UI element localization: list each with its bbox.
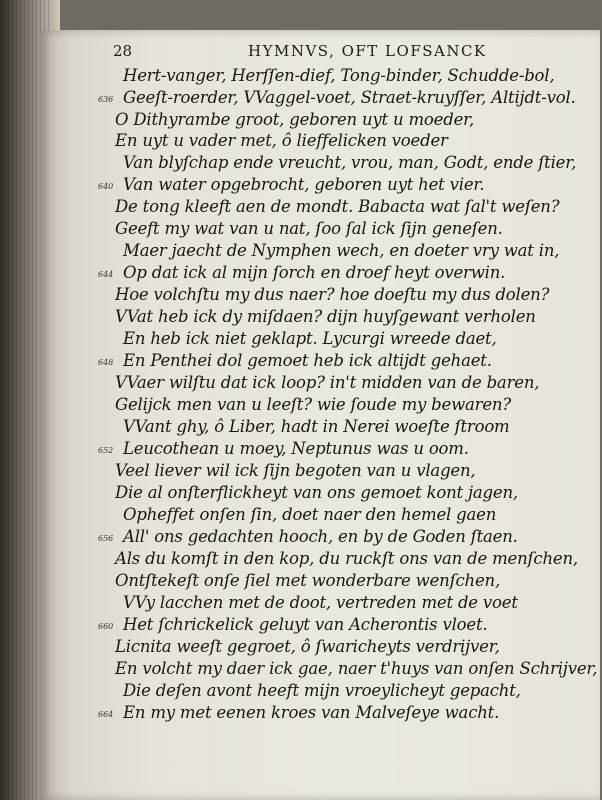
verse-line: Die deſen avont heeft mijn vroeylicheyt gepacht, — [123, 681, 521, 700]
verse-line: VVant ghy, ô Liber, hadt in Nerei woeſte ſtroom — [123, 417, 510, 436]
line-number: 640 — [98, 182, 114, 191]
verse-line: Geeſt-roerder, VVaggel-voet, Straet-kruyſſer, Altijdt-vol. — [123, 88, 576, 107]
verse-line: Licnita weeſt gegroet, ô ſwaricheyts verdrijver, — [115, 637, 500, 656]
line-number: 664 — [98, 710, 114, 719]
verse-line: De tong kleeft aen de mondt. Babacta wat ſal't weſen? — [115, 197, 560, 216]
line-number: 636 — [98, 95, 114, 104]
verse-line: En volcht my daer ick gae, naer t'huys van onſen Schrijver, — [115, 659, 598, 678]
verse-line: Ontſtekeſt onſe ſiel met wonderbare wenſchen, — [115, 571, 500, 590]
verse-line: En heb ick niet geklapt. Lycurgi wreede daet, — [123, 329, 497, 348]
line-number: 660 — [98, 622, 114, 631]
book-page — [40, 30, 600, 800]
verse-line: Die al onſterflickheyt van ons gemoet kont jagen, — [115, 483, 518, 502]
verse-line: All' ons gedachten hooch, en by de Goden ſtaen. — [123, 527, 518, 546]
verse-line: Veel liever wil ick ſijn begoten van u vlagen, — [115, 461, 476, 480]
verse-line: Van water opgebrocht, geboren uyt het vier. — [123, 175, 485, 194]
verse-line: Leucothean u moey, Neptunus was u oom. — [123, 439, 469, 458]
verse-line: Geeft my wat van u nat, ſoo ſal ick ſijn geneſen. — [115, 219, 503, 238]
page-number: 28 — [113, 42, 133, 60]
verse-line: O Dithyrambe groot, geboren uyt u moeder, — [115, 110, 475, 129]
verse-line: Als du komſt in den kop, du ruckſt ons van de menſchen, — [115, 549, 578, 568]
verse-line: Maer jaecht de Nymphen wech, en doeter vry wat in, — [123, 241, 560, 260]
verse-line: Gelijck men van u leeſt? wie ſoude my bewaren? — [115, 395, 511, 414]
verse-line: VVat heb ick dy miſdaen? dijn huyſgewant verholen — [115, 307, 536, 326]
verse-line: En Penthei dol gemoet heb ick altijdt gehaet. — [123, 351, 492, 370]
verse-line: Het ſchrickelick geluyt van Acherontis vloet. — [123, 615, 488, 634]
verse-line: Opheffet onſen ſin, doet naer den hemel gaen — [123, 505, 497, 524]
verse-line: VVaer wilſtu dat ick loop? in't midden van de baren, — [115, 373, 540, 392]
line-number: 648 — [98, 358, 114, 367]
verse-block — [40, 30, 600, 800]
running-title: HYMNVS, OFT LOFSANCK — [248, 42, 487, 60]
verse-line: Op dat ick al mijn ſorch en droef heyt overwin. — [123, 263, 506, 282]
verse-line: Hert-vanger, Herſſen-dief, Tong-binder, Schudde-bol, — [123, 66, 555, 85]
line-number: 644 — [98, 270, 114, 279]
line-number: 652 — [98, 446, 114, 455]
verse-line: Hoe volchſtu my dus naer? hoe doeſtu my dus dolen? — [115, 285, 550, 304]
verse-line: Van blyſchap ende vreucht, vrou, man, Godt, ende ſtier, — [123, 153, 577, 172]
verse-line: En uyt u vader met, ô lieffelicken voeder — [115, 131, 448, 150]
verse-line: VVy lacchen met de doot, vertreden met de voet — [123, 593, 518, 612]
line-number: 656 — [98, 534, 114, 543]
verse-line: En my met eenen kroes van Malveſeye wacht. — [123, 703, 500, 722]
